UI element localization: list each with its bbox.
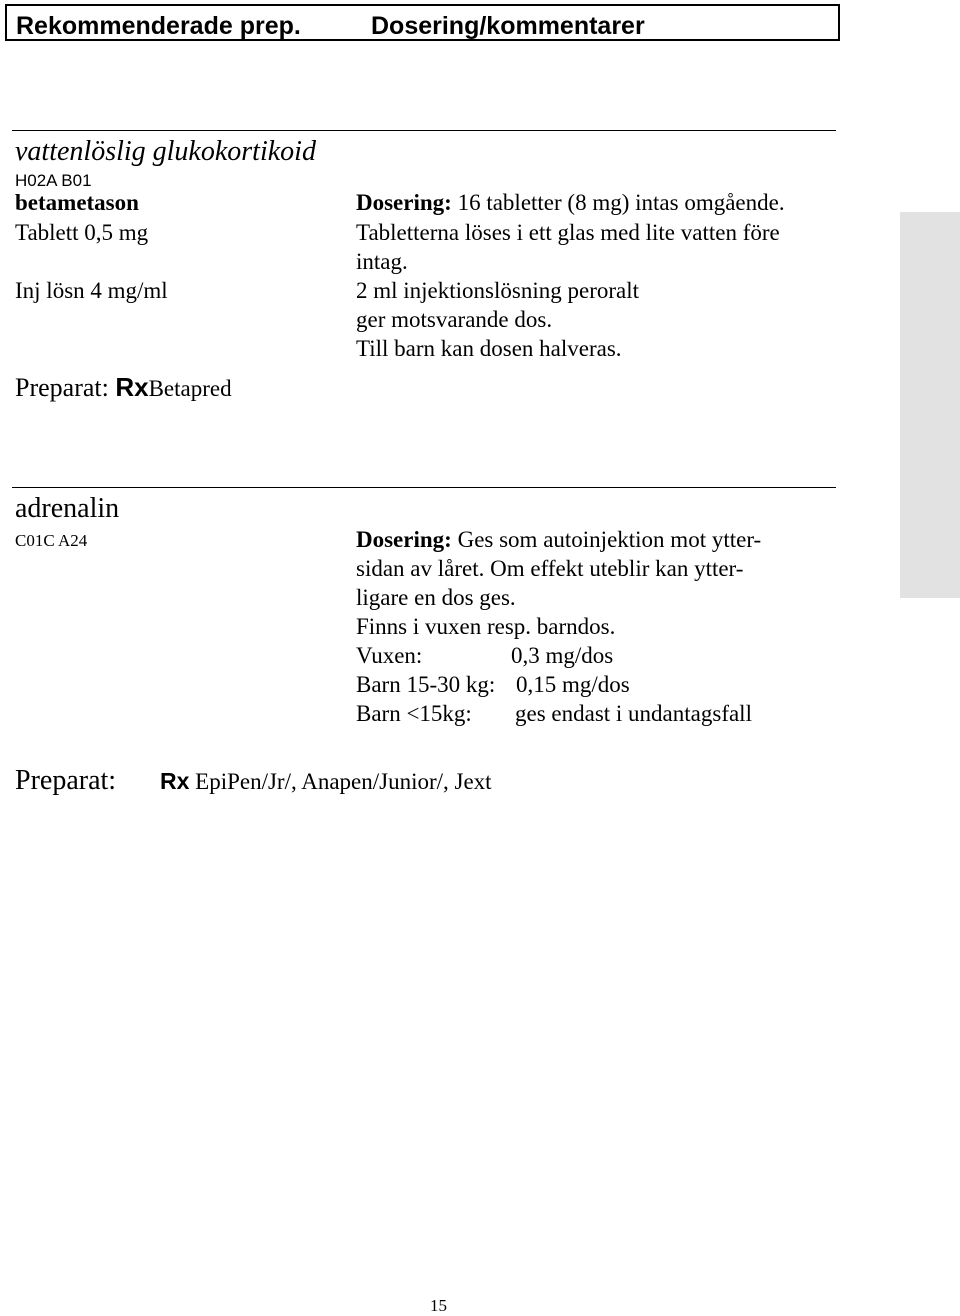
preparat-value: Betapred [148, 376, 232, 401]
atc-code: H02A B01 [15, 171, 92, 190]
header-col-dosage: Dosering/kommentarer [371, 12, 645, 40]
dose-table-value: 0,3 mg/dos [511, 643, 614, 668]
section-divider [12, 130, 836, 131]
preparat-label: Preparat: [15, 765, 117, 796]
side-tab [900, 212, 960, 598]
dose-table-value: 0,15 mg/dos [516, 672, 630, 697]
dose-table-label: Vuxen: [356, 643, 423, 668]
dosage-text: Ges som autoinjektion mot ytter- [451, 527, 762, 552]
drug-form: Tablett 0,5 mg [15, 220, 149, 245]
header-col-preparations: Rekommenderade prep. [16, 12, 301, 40]
dose-table-label: Barn 15-30 kg: [356, 672, 496, 697]
rx-icon: Rx [160, 768, 190, 794]
dosage-line: ligare en dos ges. [356, 585, 516, 610]
preparat-label: Preparat: [15, 373, 109, 402]
dosage-line: Till barn kan dosen halveras. [356, 336, 622, 361]
dosage-line [356, 527, 761, 553]
dosage-text: 16 tabletter (8 mg) intas omgående. [451, 190, 785, 215]
dosage-line: Tabletterna löses i ett glas med lite vatten före [356, 220, 780, 245]
table-header [5, 4, 840, 41]
dosage-label: Dosering: [356, 190, 452, 215]
dosage-line: sidan av låret. Om effekt uteblir kan ytter- [356, 556, 744, 581]
dosage-line: ger motsvarande dos. [356, 307, 553, 332]
dosage-line: Finns i vuxen resp. barndos. [356, 614, 616, 639]
dosage-line [356, 190, 785, 216]
dose-table-label: Barn <15kg: [356, 701, 472, 726]
dose-table-value: ges endast i undantagsfall [515, 701, 752, 726]
page-number: 15 [430, 1296, 447, 1315]
dosage-label: Dosering: [356, 527, 452, 552]
atc-code: C01C A24 [15, 531, 88, 550]
dosage-line: 2 ml injektionslösning peroralt [356, 278, 639, 303]
drug-category: vattenlöslig glukokortikoid [15, 136, 316, 167]
drug-name: betametason [15, 190, 139, 215]
drug-form: Inj lösn 4 mg/ml [15, 278, 168, 303]
drug-name: adrenalin [15, 493, 120, 524]
rx-icon: Rx [115, 372, 149, 402]
preparat-line [160, 768, 492, 795]
section-divider [12, 487, 836, 488]
preparat-value: EpiPen/Jr/, Anapen/Junior/, Jext [195, 769, 492, 794]
preparat-line [15, 372, 232, 403]
dosage-line: intag. [356, 249, 408, 274]
